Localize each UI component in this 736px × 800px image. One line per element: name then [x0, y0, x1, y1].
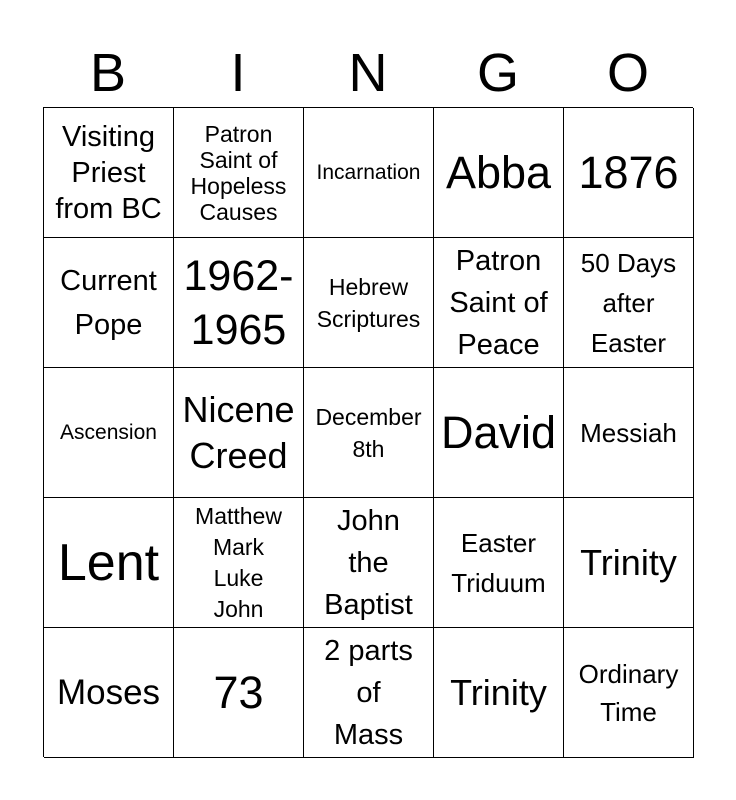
- cell-text: Lent: [57, 533, 160, 592]
- bingo-cell[interactable]: [434, 628, 564, 758]
- bingo-cell[interactable]: [434, 368, 564, 498]
- cell-text: Moses: [56, 672, 161, 712]
- cell-text: 1876: [578, 146, 679, 198]
- bingo-cell[interactable]: [304, 498, 434, 628]
- bingo-board: [43, 107, 693, 757]
- bingo-cell[interactable]: [434, 498, 564, 628]
- bingo-cell[interactable]: [434, 238, 564, 368]
- bingo-cell[interactable]: [44, 108, 174, 238]
- cell-text: 73: [213, 666, 264, 718]
- bingo-cell[interactable]: [44, 628, 174, 758]
- bingo-cell[interactable]: [304, 368, 434, 498]
- cell-text: Trinity: [580, 541, 677, 583]
- cell-text: Messiah: [580, 417, 677, 448]
- header-letter-o: O: [606, 43, 649, 103]
- cell-text: Trinity: [450, 671, 547, 713]
- bingo-cell[interactable]: [564, 108, 694, 238]
- cell-text: Abba: [445, 146, 552, 198]
- bingo-cell[interactable]: [174, 238, 304, 368]
- bingo-cell[interactable]: [44, 498, 174, 628]
- cell-text: Easter Triduum: [451, 527, 546, 598]
- cell-text: Visiting Priest from BC: [55, 120, 162, 225]
- bingo-cell[interactable]: [304, 108, 434, 238]
- cell-text: David: [440, 406, 557, 458]
- bingo-cell[interactable]: [44, 238, 174, 368]
- cell-text: Current Pope: [60, 264, 157, 341]
- header-letter-n: N: [348, 43, 388, 103]
- header-letter-i: I: [230, 43, 246, 103]
- bingo-cell[interactable]: [304, 238, 434, 368]
- header-letter-g: G: [476, 43, 519, 103]
- bingo-cell[interactable]: [564, 628, 694, 758]
- bingo-cell[interactable]: [434, 108, 564, 238]
- cell-text: December 8th: [315, 403, 422, 462]
- bingo-cell[interactable]: [304, 628, 434, 758]
- bingo-cell[interactable]: [564, 368, 694, 498]
- bingo-cell[interactable]: [44, 368, 174, 498]
- cell-text: 50 Days after Easter: [580, 247, 677, 358]
- cell-text: 1962- 1965: [183, 251, 294, 354]
- bingo-cell[interactable]: [564, 498, 694, 628]
- cell-text: Patron Saint of Hopeless Causes: [190, 120, 287, 225]
- bingo-cell[interactable]: [174, 628, 304, 758]
- cell-text: Incarnation: [316, 160, 421, 184]
- cell-text: Ascension: [60, 420, 157, 444]
- cell-text: John the Baptist: [324, 504, 413, 621]
- bingo-cell[interactable]: [174, 498, 304, 628]
- cell-text: Ordinary Time: [578, 658, 679, 727]
- cell-text: Hebrew Scriptures: [316, 273, 421, 332]
- cell-text: Nicene Creed: [182, 388, 295, 476]
- bingo-cell[interactable]: [564, 238, 694, 368]
- cell-text: 2 parts of Mass: [324, 634, 413, 751]
- bingo-cell[interactable]: [174, 368, 304, 498]
- cell-text: Matthew Mark Luke John: [195, 502, 282, 622]
- header-letter-b: B: [89, 43, 127, 103]
- bingo-header: [43, 40, 693, 106]
- bingo-cell[interactable]: [174, 108, 304, 238]
- cell-text: Patron Saint of Peace: [449, 244, 548, 361]
